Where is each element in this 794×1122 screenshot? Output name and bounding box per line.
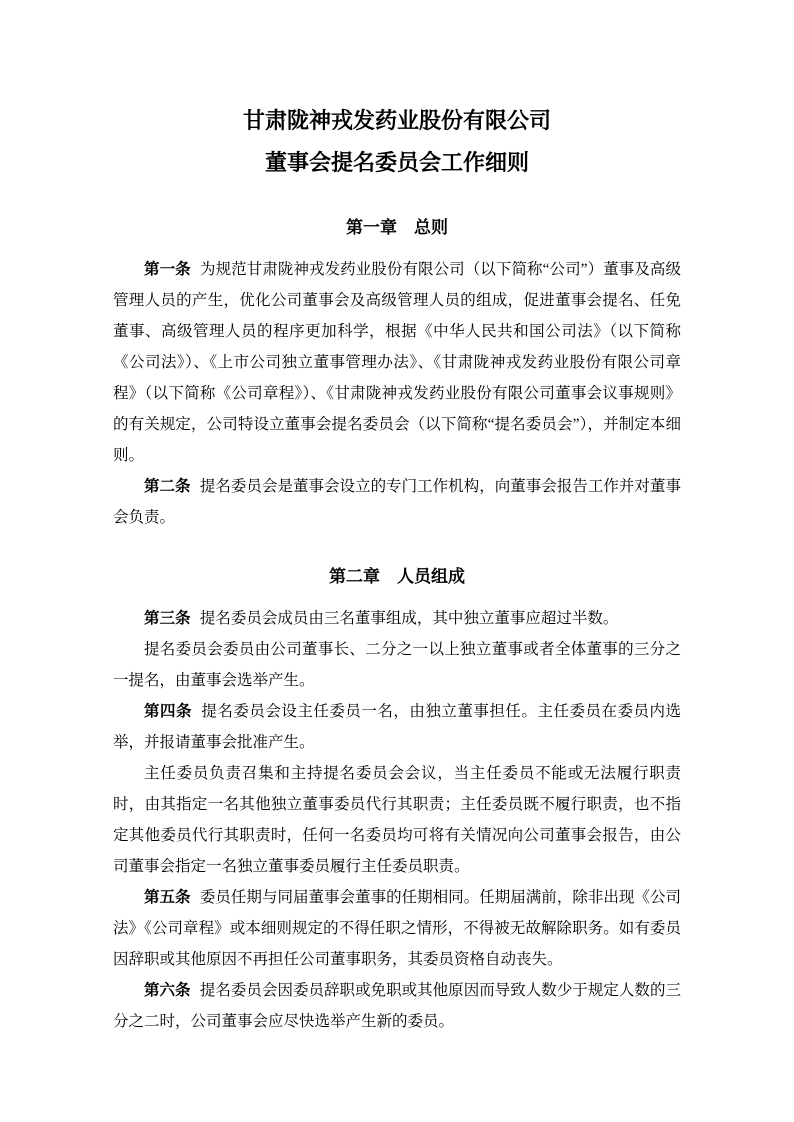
paragraph-text: 为规范甘肃陇神戎发药业股份有限公司（以下简称“公司”）董事及高级管理人员的产生，优化公司董事会及高级管理人员的组成，促进董事会提名、任免董事、高级管理人员的程序更加科学，根据《中华人民共和国公司法》（以下简称《公司法》）、《上市公司独立董事管理办法》、《甘肃陇神戎发药业股份有限公司章程》（以下简称《公司章程》）、《甘肃陇神戎发药业股份有限公司董事会议事规则》的有关规定，公司特设立董事会提名委员会（以下简称“提名委员会”），并制定本细则。 [113,261,681,464]
paragraph [113,254,681,471]
article-number: 第二条 [144,478,191,495]
paragraph-text: 提名委员会是董事会设立的专门工作机构，向董事会报告工作并对董事会负责。 [113,478,681,526]
paragraph-text: 委员任期与同届董事会董事的任期相同。任期届满前，除非出现《公司法》《公司章程》或本细则规定的不得任职之情形，不得被无故解除职务。如有委员因辞职或其他原因不再担任公司董事职务，其委员资格自动丧失。 [113,889,681,968]
article-number: 第四条 [144,703,193,720]
paragraph-text: 提名委员会设主任委员一名，由独立董事担任。主任委员在委员内选举，并报请董事会批准产生。 [113,703,681,751]
paragraph [113,696,681,758]
paragraph-text: 提名委员会成员由三名董事组成，其中独立董事应超过半数。 [199,610,619,627]
paragraph [113,758,681,882]
paragraph [113,882,681,975]
paragraph [113,471,681,533]
doc-title-line2: 董事会提名委员会工作细则 [264,150,529,175]
paragraph-text: 提名委员会因委员辞职或免职或其他原因而导致人数少于规定人数的三分之二时，公司董事会应尽快选举产生新的委员。 [113,982,681,1030]
doc-title-line1: 甘肃陇神戎发药业股份有限公司 [242,108,551,133]
paragraph [113,603,681,634]
article-number: 第一条 [144,261,191,278]
chapter-1-heading: 第一章 总则 [346,218,448,237]
paragraph-text: 提名委员会委员由公司董事长、二分之一以上独立董事或者全体董事的三分之一提名，由董事会选举产生。 [113,641,681,689]
article-number: 第三条 [144,610,191,627]
paragraph-text: 主任委员负责召集和主持提名委员会会议，当主任委员不能或无法履行职责时，由其指定一名其他独立董事委员代行其职责；主任委员既不履行职责，也不指定其他委员代行其职责时，任何一名委员均可将有关情况向公司董事会报告，由公司董事会指定一名独立董事委员履行主任委员职责。 [113,765,681,875]
article-number: 第六条 [144,982,191,999]
paragraph [113,634,681,696]
chapter-2-heading: 第二章 人员组成 [329,567,465,586]
article-number: 第五条 [144,889,191,906]
paragraph [113,975,681,1037]
